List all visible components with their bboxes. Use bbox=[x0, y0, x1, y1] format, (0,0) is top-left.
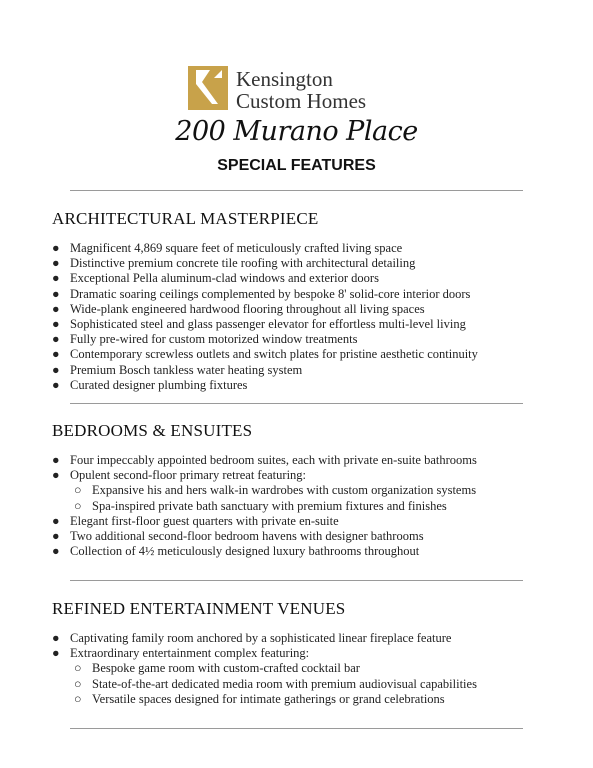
list-item: ● Collection of 4½ meticulously designed luxury bathrooms throughout bbox=[52, 544, 420, 559]
list-item: ● Four impeccably appointed bedroom suites, each with private en-suite bathrooms bbox=[52, 453, 477, 467]
bullet-icon: ● bbox=[52, 286, 60, 301]
bullet-icon: ● bbox=[52, 377, 60, 392]
bullet-icon: ● bbox=[52, 301, 60, 316]
section-list-entertainment bbox=[52, 631, 477, 707]
divider bbox=[70, 190, 523, 191]
bullet-icon: ● bbox=[52, 529, 60, 544]
brand-line-1: Kensington bbox=[236, 67, 333, 91]
bullet-icon: ● bbox=[52, 317, 60, 332]
list-item: ○ Bespoke game room with custom-crafted cocktail bar bbox=[74, 661, 360, 676]
bullet-icon: ● bbox=[52, 347, 60, 362]
hollow-bullet-icon: ○ bbox=[74, 661, 82, 676]
list-item: ○ Expansive his and hers walk-in wardrobes with custom organization systems bbox=[74, 483, 477, 498]
hollow-bullet-icon: ○ bbox=[74, 498, 82, 513]
list-item: ● Two additional second-floor bedroom havens with designer bathrooms bbox=[52, 529, 424, 544]
divider bbox=[70, 403, 523, 404]
bullet-icon: ● bbox=[52, 453, 60, 467]
property-name: 200 Murano Place bbox=[175, 116, 418, 147]
bullet-icon: ● bbox=[52, 271, 60, 286]
list-item: ● Magnificent 4,869 square feet of meticulously crafted living space bbox=[52, 241, 403, 255]
list-item: ○ Versatile spaces designed for intimate gatherings or grand celebrations bbox=[74, 691, 445, 706]
section-title-entertainment: REFINED ENTERTAINMENT VENUES bbox=[52, 599, 346, 618]
list-item: ○ Spa-inspired private bath sanctuary with premium fixtures and finishes bbox=[74, 498, 447, 513]
company-logo bbox=[188, 66, 418, 114]
list-item: ● Opulent second-floor primary retreat featuring: bbox=[52, 468, 307, 483]
list-item: ● Elegant first-floor guest quarters with private en-suite bbox=[52, 513, 339, 528]
section-title-architectural: ARCHITECTURAL MASTERPIECE bbox=[52, 209, 319, 228]
divider bbox=[70, 728, 523, 729]
list-item: ● Extraordinary entertainment complex featuring: bbox=[52, 646, 310, 661]
divider bbox=[70, 580, 523, 581]
list-item: ● Fully pre-wired for custom motorized window treatments bbox=[52, 332, 358, 347]
bullet-icon: ● bbox=[52, 468, 60, 483]
hollow-bullet-icon: ○ bbox=[74, 483, 82, 498]
bullet-icon: ● bbox=[52, 544, 60, 559]
list-item: ● Distinctive premium concrete tile roofing with architectural detailing bbox=[52, 256, 416, 271]
bullet-icon: ● bbox=[52, 513, 60, 528]
brand-name bbox=[236, 68, 366, 112]
bullet-icon: ● bbox=[52, 646, 60, 661]
list-item: ● Premium Bosch tankless water heating system bbox=[52, 362, 303, 377]
hollow-bullet-icon: ○ bbox=[74, 691, 82, 706]
list-item: ● Exceptional Pella aluminum-clad windows and exterior doors bbox=[52, 271, 379, 286]
bullet-icon: ● bbox=[52, 256, 60, 271]
bullet-icon: ● bbox=[52, 241, 60, 255]
document-title: SPECIAL FEATURES bbox=[217, 157, 376, 174]
list-item: ● Captivating family room anchored by a sophisticated linear fireplace feature bbox=[52, 631, 452, 645]
hollow-bullet-icon: ○ bbox=[74, 676, 82, 691]
section-list-architectural bbox=[52, 241, 478, 393]
bullet-icon: ● bbox=[52, 631, 60, 645]
brand-line-2: Custom Homes bbox=[236, 89, 367, 113]
list-item: ● Dramatic soaring ceilings complemented by bespoke 8' solid-core interior doors bbox=[52, 286, 471, 301]
list-item: ● Sophisticated steel and glass passenger elevator for effortless multi-level living bbox=[52, 317, 466, 332]
kensington-logo-icon bbox=[188, 66, 228, 110]
bullet-icon: ● bbox=[52, 332, 60, 347]
section-list-bedrooms bbox=[52, 453, 477, 559]
bullet-icon: ● bbox=[52, 362, 60, 377]
list-item: ● Contemporary screwless outlets and switch plates for pristine aesthetic continuity bbox=[52, 347, 478, 362]
section-title-bedrooms: BEDROOMS & ENSUITES bbox=[52, 421, 253, 440]
list-item: ● Wide-plank engineered hardwood flooring throughout all living spaces bbox=[52, 301, 425, 316]
list-item: ○ State-of-the-art dedicated media room with premium audiovisual capabilities bbox=[74, 676, 477, 691]
list-item: ● Curated designer plumbing fixtures bbox=[52, 377, 248, 392]
